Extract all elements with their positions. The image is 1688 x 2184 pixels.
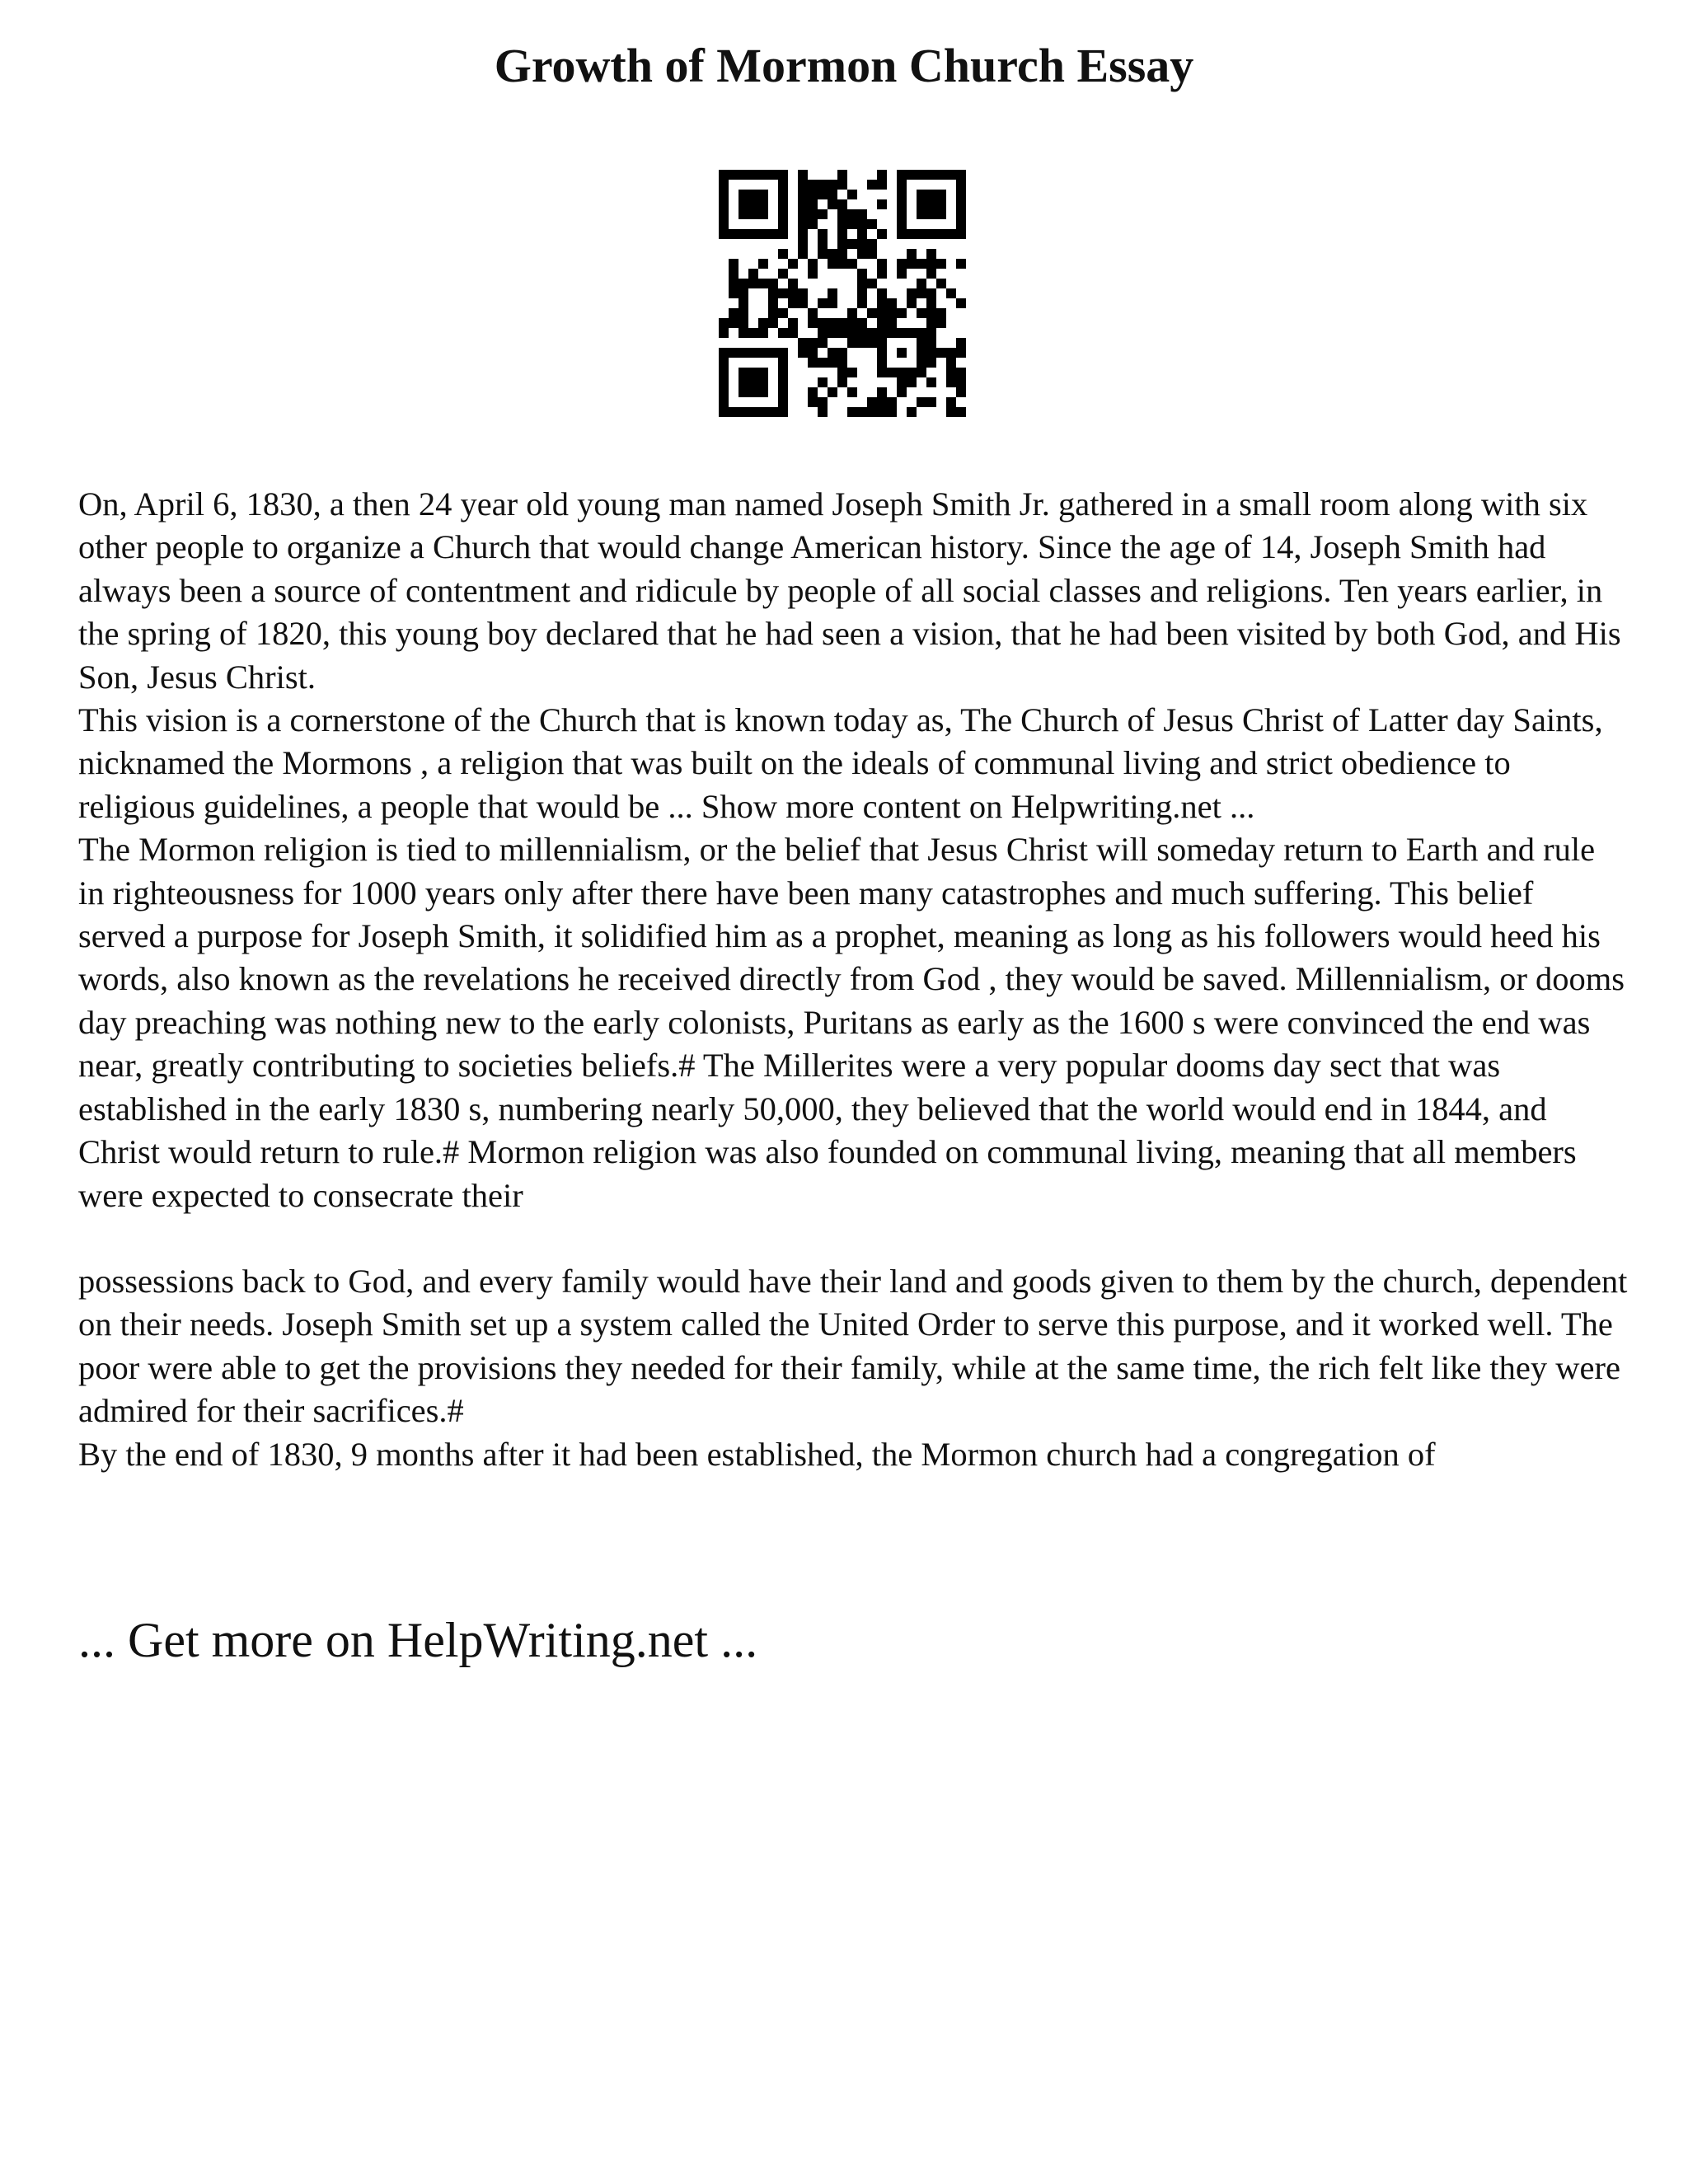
qr-code-icon bbox=[719, 170, 966, 417]
essay-body bbox=[78, 483, 1628, 1476]
page-break-gap bbox=[78, 1217, 1628, 1260]
page-title: Growth of Mormon Church Essay bbox=[494, 39, 1194, 92]
paragraph-growth: By the end of 1830, 9 months after it had been established, the Mormon church had a congregation of bbox=[78, 1435, 1436, 1473]
paragraph-united-order: possessions back to God, and every family would have their land and goods given to them by the church, dependent on their needs. Joseph Smith set up a system called the United Order to serve this purpose, and it worked well. The poor were able to get the provisions they needed for their family, while at the same time, the rich felt like they were admired for their sacrifices.# bbox=[78, 1262, 1628, 1430]
paragraph-intro: On, April 6, 1830, a then 24 year old young man named Joseph Smith Jr. gathered in a small room along with six other people to organize a Church that would change American history. Since the age of 14, Joseph Smith had always been a source of contentment and ridicule by people of all social classes and religions. Ten years earlier, in the spring of 1820, this young boy declared that he had seen a vision, that he had been visited by both God, and His Son, Jesus Christ. bbox=[78, 485, 1621, 696]
get-more-link[interactable]: ... Get more on HelpWriting.net ... bbox=[78, 1613, 758, 1667]
paragraph-millennialism: The Mormon religion is tied to millennialism, or the belief that Jesus Christ will someday return to Earth and rule in righteousness for 1000 years only after there have been many catastrophes and much suffering. This belief served a purpose for Joseph Smith, it solidified him as a prophet, meaning as long as his followers would heed his words, also known as the revelations he received directly from God , they would be saved. Millennialism, or dooms day preaching was nothing new to the early colonists, Puritans as early as the 1600 s were convinced the end was near, greatly contributing to societies beliefs.# The Millerites were a very popular dooms day sect that was established in the early 1830 s, numbering nearly 50,000, they believed that the world would end in 1844, and Christ would return to rule.# Mormon religion was also founded on communal living, meaning that all members were expected to consecrate their bbox=[78, 831, 1625, 1214]
paragraph-vision: This vision is a cornerstone of the Church that is known today as, The Church of Jesus Christ of Latter day Saints, nicknamed the Mormons , a religion that was built on the ideals of communal living and strict obedience to religious guidelines, a people that would be ... Show more content on Helpwriting.net ... bbox=[78, 701, 1603, 825]
